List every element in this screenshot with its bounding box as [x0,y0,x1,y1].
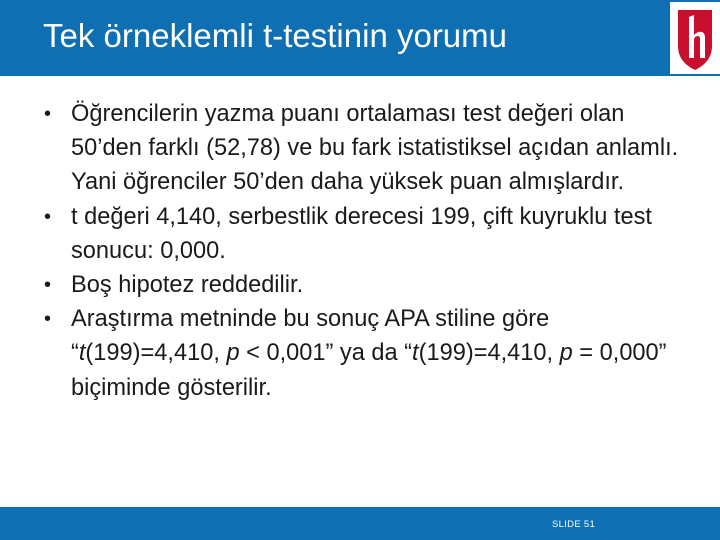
bullet-text-part: = 0,000” biçiminde gösterilir. [71,340,667,401]
bullet-text-part: < 0,001” ya da “ [239,340,413,367]
italic-symbol: t [412,340,419,367]
bullet-text-part: Öğrencilerin yazma puanı ortalaması test değeri olan 50’den farklı (52,78) ve bu fark istatistiksel açıdan anlamlı. Yani öğrenciler 50’den daha yüksek puan almışlardır. [71,101,679,196]
bullet-text [71,272,303,298]
bullet-dot-icon: • [44,205,52,228]
bullet-text [71,204,652,264]
slide-number: SLIDE 51 [552,519,596,530]
bullet-text-part: t değeri 4,140, serbestlik derecesi 199, çift kuyruklu test sonucu: 0,000. [71,203,652,264]
bullet-dot-icon: • [44,103,52,125]
bullet-text-part: Araştırma metninde bu sonuç APA stiline göre “ [71,306,550,367]
italic-symbol: p [559,340,573,367]
footer-bar [0,507,720,540]
bullet-item [44,302,684,405]
bullet-dot-icon: • [44,274,52,297]
bullet-text-part: (199)=4,410, [85,340,227,367]
university-shield-logo-icon [670,2,720,74]
header-bar [0,0,720,76]
bullet-item [44,200,684,268]
slide-title: Tek örneklemli t-testinin yorumu [43,17,507,54]
italic-symbol: t [78,340,86,367]
bullet-dot-icon: • [44,308,52,331]
italic-symbol: p [226,340,240,367]
logo-shield-shape [678,10,712,70]
bullet-text-part: Boş hipotez reddedilir. [71,272,304,299]
bullet-item [44,268,684,302]
bullet-text-part: (199)=4,410, [418,340,560,367]
bullet-text [71,101,678,195]
bullet-text [71,306,667,400]
bullet-item [44,97,684,200]
bullet-list [44,97,684,405]
